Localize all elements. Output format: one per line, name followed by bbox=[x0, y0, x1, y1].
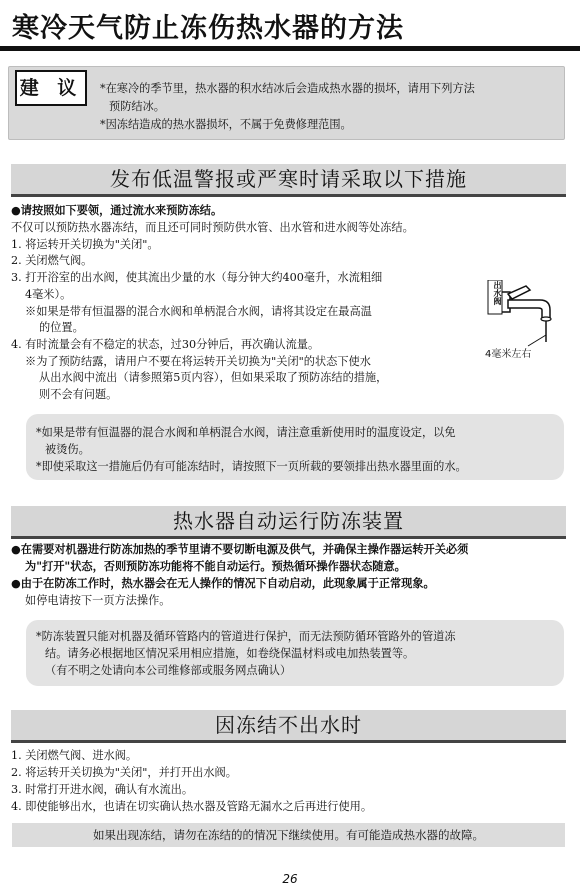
section3-step-1: 1. 关闭燃气阀、进水阀。 bbox=[11, 749, 138, 762]
section2-bullet-2: ●由于在防冻工作时，热水器会在无人操作的情况下自动启动，此现象属于正常现象。 bbox=[11, 577, 435, 590]
advice-line: 预防结冰。 bbox=[109, 100, 165, 113]
step-3: 3. 打开浴室的出水阀，使其流出少量的水（每分钟大约400毫升，水流粗细 bbox=[11, 271, 383, 284]
note-line: 结。请务必根据地区情况采用相应措施，如卷绕保温材料或电加热装置等。 bbox=[45, 647, 415, 660]
section2-bullet-1-cont: 为"打开"状态，否则预防冻功能将不能自动运行。预热循环操作器状态随意。 bbox=[25, 560, 406, 573]
page-title: 寒冷天气防止冻伤热水器的方法 bbox=[12, 13, 404, 44]
section2-bullet-2-sub: 如停电请按下一页方法操作。 bbox=[25, 594, 171, 607]
note-line: *防冻装置只能对机器及循环管路内的管道进行保护，而无法预防循环管路外的管道冻 bbox=[36, 630, 456, 643]
advice-label: 建 议 bbox=[15, 70, 87, 106]
step-3-note-cont: 的位置。 bbox=[39, 321, 84, 334]
note-line: *如果是带有恒温器的混合水阀和单柄混合水阀，请注意重新使用时的温度设定，以免 bbox=[36, 426, 456, 439]
page-number: 26 bbox=[282, 872, 298, 886]
step-4-note: ※为了预防结露，请用户不要在将运转开关切换为"关闭"的状态下使水 bbox=[25, 355, 371, 368]
note-box-temperature-text bbox=[36, 424, 561, 475]
note-line: 被烫伤。 bbox=[45, 443, 90, 456]
section3-step-2: 2. 将运转开关切换为"关闭"，并打开出水阀。 bbox=[11, 766, 237, 779]
step-2: 2. 关闭燃气阀。 bbox=[11, 254, 93, 267]
section1-intro: 不仅可以预防热水器冻结，而且还可同时预防供水管、出水管和进水阀等处冻结。 bbox=[11, 221, 414, 234]
step-4-note-cont: 从出水阀中流出（请参照第5页内容），但如果采取了预防冻结的措施， bbox=[39, 371, 388, 384]
section-heading-frozen: 因冻结不出水时 bbox=[11, 710, 566, 743]
section1-lead: ●请按照如下要领，通过流水来预防冻结。 bbox=[11, 204, 223, 217]
step-3-cont: 4毫米）。 bbox=[25, 288, 72, 301]
section-heading-low-temp: 发布低温警报或严寒时请采取以下措施 bbox=[11, 164, 566, 197]
bottom-warning-note: 如果出现冻结，请勿在冻结的的情况下继续使用。有可能造成热水器的故障。 bbox=[12, 823, 565, 847]
step-3-note: ※如果是带有恒温器的混合水阀和单柄混合水阀，请将其设定在最高温 bbox=[25, 305, 372, 318]
faucet-tag: 出水阀 bbox=[493, 281, 502, 305]
title-divider bbox=[0, 46, 580, 51]
section3-step-4: 4. 即使能够出水，也请在切实确认热水器及管路无漏水之后再进行使用。 bbox=[11, 800, 373, 813]
step-4-note-cont: 则不会有问题。 bbox=[39, 388, 118, 401]
section-heading-auto-antifreeze: 热水器自动运行防冻装置 bbox=[11, 506, 566, 539]
faucet-figure-label: 4毫米左右 bbox=[485, 349, 532, 360]
step-1: 1. 将运转开关切换为"关闭"。 bbox=[11, 238, 159, 251]
section3-step-3: 3. 时常打开进水阀，确认有水流出。 bbox=[11, 783, 194, 796]
step-4: 4. 有时流量会有不稳定的状态，过30分钟后，再次确认流量。 bbox=[11, 338, 320, 351]
advice-text bbox=[100, 80, 560, 134]
advice-line: *因冻结造成的热水器损坏，不属于免费修理范围。 bbox=[100, 118, 352, 131]
note-box-antifreeze-text bbox=[36, 628, 561, 679]
note-line: *即使采取这一措施后仍有可能冻结时，请按照下一页所载的要领排出热水器里面的水。 bbox=[36, 460, 467, 473]
note-line: （有不明之处请向本公司维修部或服务网点确认） bbox=[45, 664, 292, 677]
section2-bullet-1: ●在需要对机器进行防冻加热的季节里请不要切断电源及供气，并确保主操作器运转开关必须 bbox=[11, 543, 469, 556]
advice-line: *在寒冷的季节里，热水器的积水结冰后会造成热水器的损坏，请用下列方法 bbox=[100, 82, 475, 95]
